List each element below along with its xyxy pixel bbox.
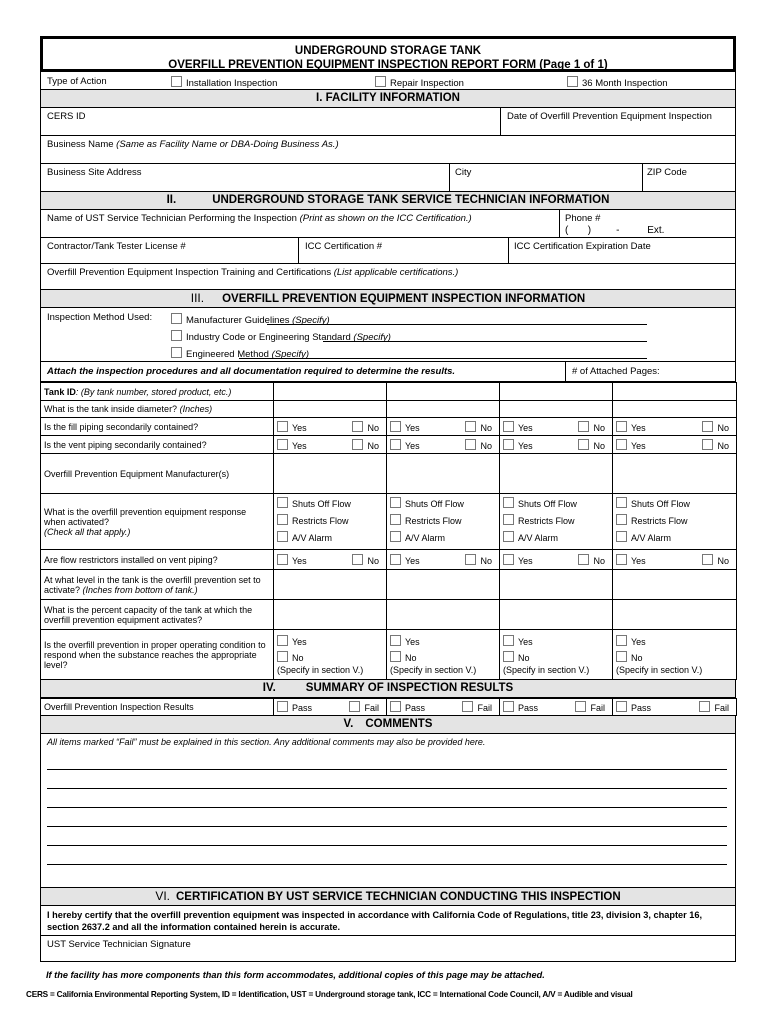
no-option[interactable]: No: [390, 651, 496, 664]
checkbox-icon[interactable]: [390, 514, 401, 525]
business-address-field[interactable]: Business Site Address: [47, 167, 142, 178]
activation-level-row: At what level in the tank is the overfill prevention set to activate? (Inches from bottom of tank.): [41, 570, 737, 600]
no-option[interactable]: No: [616, 651, 733, 664]
attached-pages-field[interactable]: # of Attached Pages:: [572, 366, 660, 377]
license-field[interactable]: Contractor/Tank Tester License #: [47, 241, 186, 252]
checkbox-icon[interactable]: [390, 531, 401, 542]
alarm-option[interactable]: A/V Alarm: [616, 530, 733, 547]
comment-line[interactable]: [47, 789, 727, 808]
tank-4-manufacturer-cell[interactable]: [613, 454, 737, 494]
diameter-row: What is the tank inside diameter? (Inches): [41, 401, 737, 418]
training-label: Overfill Prevention Equipment Inspection Training and Certifications: [47, 267, 332, 278]
type-of-action-row: [40, 72, 736, 90]
pass-option[interactable]: Pass: [616, 701, 651, 713]
tank-4-level-cell[interactable]: [613, 570, 737, 600]
no-option[interactable]: No: [503, 651, 609, 664]
manufacturer-row: Overfill Prevention Equipment Manufacturer(s): [41, 454, 737, 494]
inspection-method-row: [40, 308, 736, 362]
checkbox-icon[interactable]: [277, 497, 288, 508]
checkbox-icon[interactable]: [616, 497, 627, 508]
checkbox-icon[interactable]: [462, 701, 473, 712]
checkbox-icon[interactable]: [465, 439, 476, 450]
phone-label: Phone #: [565, 213, 601, 224]
checkbox-icon[interactable]: [277, 439, 288, 450]
checkbox-icon[interactable]: [616, 531, 627, 542]
tank-3-manufacturer-cell[interactable]: [500, 454, 613, 494]
icc-certification-field[interactable]: ICC Certification #: [305, 241, 383, 252]
method-engineered-option[interactable]: Engineered Method (Specify): [171, 347, 309, 360]
no-option[interactable]: No: [352, 421, 379, 433]
yes-option[interactable]: Yes: [390, 634, 496, 651]
attach-row: [40, 362, 736, 382]
alarm-option[interactable]: A/V Alarm: [503, 530, 609, 547]
proper-operation-row: Is the overfill prevention in proper operating condition to respond when the substance reaches the appropriate level? Yes No (Specify in section V.) Yes No (Specify in section V.) Yes No (Specify in section V.) Yes No (Specify in section V.): [41, 630, 737, 680]
no-option[interactable]: No: [578, 554, 605, 566]
zip-code-field[interactable]: ZIP Code: [647, 167, 687, 178]
checkbox-icon[interactable]: [616, 514, 627, 525]
yes-option[interactable]: Yes: [390, 554, 420, 566]
tank-3-diameter-cell[interactable]: [500, 401, 613, 418]
abbreviation-legend: CERS = California Environmental Reporting System, ID = Identification, UST = Underground storage tank, ICC = International Code Council, A/V = Audible and visual: [26, 990, 633, 999]
yes-option[interactable]: Yes: [503, 554, 533, 566]
checkbox-icon[interactable]: [702, 439, 713, 450]
checkbox-icon[interactable]: [578, 554, 589, 565]
tank-id-row: Tank ID: (By tank number, stored product, etc.): [41, 383, 737, 401]
tank-2-id-cell[interactable]: [387, 383, 500, 401]
city-field[interactable]: City: [455, 167, 472, 178]
comment-line[interactable]: [47, 827, 727, 846]
checkbox-icon[interactable]: [277, 554, 288, 565]
certification-statement: I hereby certify that the overfill prevention equipment was inspected in accordance with California Code of Regulations, title 23, division 3, chapter 16, section 2637.2 and all the information contained herein is accurate.: [40, 906, 736, 936]
pass-option[interactable]: Pass: [390, 701, 425, 713]
signature-label: UST Service Technician Signature: [47, 939, 191, 950]
no-option[interactable]: No: [277, 651, 383, 664]
checkbox-icon[interactable]: [578, 439, 589, 450]
yes-option[interactable]: Yes: [277, 554, 307, 566]
section-4-header: IV. SUMMARY OF INSPECTION RESULTS: [40, 680, 736, 698]
checkbox-icon[interactable]: [503, 497, 514, 508]
shuts-off-option[interactable]: Shuts Off Flow: [503, 496, 609, 513]
method-2-line[interactable]: [323, 341, 647, 342]
yes-option[interactable]: Yes: [503, 421, 533, 433]
business-name-label: Business Name: [47, 139, 114, 150]
tank-1-level-cell[interactable]: [274, 570, 387, 600]
checkbox-icon[interactable]: [503, 635, 514, 646]
fail-option[interactable]: Fail: [349, 701, 379, 713]
section-5-header: V. COMMENTS: [40, 716, 736, 734]
section-2-header: II. UNDERGROUND STORAGE TANK SERVICE TECHNICIAN INFORMATION: [40, 192, 736, 210]
checkbox-icon[interactable]: [171, 313, 182, 324]
checkbox-icon[interactable]: [171, 76, 182, 87]
tank-1-manufacturer-cell[interactable]: [274, 454, 387, 494]
checkbox-icon[interactable]: [390, 421, 401, 432]
fail-option[interactable]: Fail: [575, 701, 605, 713]
checkbox-icon[interactable]: [616, 554, 627, 565]
method-3-line[interactable]: [239, 358, 647, 359]
checkbox-icon[interactable]: [503, 651, 514, 662]
comment-line[interactable]: [47, 751, 727, 770]
checkbox-icon[interactable]: [503, 421, 514, 432]
checkbox-icon[interactable]: [390, 554, 401, 565]
checkbox-icon[interactable]: [390, 635, 401, 646]
restricts-option[interactable]: Restricts Flow: [616, 513, 733, 530]
checkbox-icon[interactable]: [575, 701, 586, 712]
checkbox-icon[interactable]: [503, 531, 514, 542]
checkbox-icon[interactable]: [277, 514, 288, 525]
section-3-header: III. OVERFILL PREVENTION EQUIPMENT INSPECTION INFORMATION: [40, 290, 736, 308]
checkbox-icon[interactable]: [352, 421, 363, 432]
checkbox-icon[interactable]: [567, 76, 578, 87]
license-row: [40, 238, 736, 264]
checkbox-icon[interactable]: [277, 635, 288, 646]
method-1-line[interactable]: [267, 324, 647, 325]
no-option[interactable]: No: [465, 421, 492, 433]
tank-2-diameter-cell[interactable]: [387, 401, 500, 418]
checkbox-icon[interactable]: [578, 421, 589, 432]
phone-field[interactable]: ( ) - Ext.: [565, 225, 665, 236]
technician-name-field[interactable]: Name of UST Service Technician Performing the Inspection (Print as shown on the ICC Certification.): [47, 213, 472, 224]
alarm-option[interactable]: A/V Alarm: [390, 530, 496, 547]
repair-option[interactable]: Repair Inspection: [375, 76, 464, 89]
tank-3-id-cell[interactable]: [500, 383, 613, 401]
restricts-option[interactable]: Restricts Flow: [390, 513, 496, 530]
yes-option[interactable]: Yes: [503, 634, 609, 651]
shuts-off-option[interactable]: Shuts Off Flow: [277, 496, 383, 513]
checkbox-icon[interactable]: [503, 701, 514, 712]
yes-option[interactable]: Yes: [277, 421, 307, 433]
comment-line[interactable]: [47, 808, 727, 827]
method-standard-option[interactable]: Industry Code or Engineering Standard (Specify): [171, 330, 391, 343]
tank-4-diameter-cell[interactable]: [613, 401, 737, 418]
business-name-row[interactable]: [40, 136, 736, 164]
pass-option[interactable]: Pass: [503, 701, 538, 713]
yes-option[interactable]: Yes: [503, 439, 533, 451]
tank-1-capacity-cell[interactable]: [274, 600, 387, 630]
no-option[interactable]: No: [578, 421, 605, 433]
business-name-note: (Same as Facility Name or DBA-Doing Business As.): [116, 139, 339, 150]
capacity-row: What is the percent capacity of the tank at which the overfill prevention equipment activates?: [41, 600, 737, 630]
results-table: [40, 698, 737, 716]
alarm-option[interactable]: A/V Alarm: [277, 530, 383, 547]
yes-option[interactable]: Yes: [616, 554, 646, 566]
technician-row: [40, 210, 736, 238]
tank-3-capacity-cell[interactable]: [500, 600, 613, 630]
comments-area[interactable]: [40, 734, 736, 888]
checkbox-icon[interactable]: [277, 531, 288, 542]
checkbox-icon[interactable]: [390, 701, 401, 712]
yes-option[interactable]: Yes: [616, 634, 733, 651]
tank-4-id-cell[interactable]: [613, 383, 737, 401]
checkbox-icon[interactable]: [171, 347, 182, 358]
shuts-off-option[interactable]: Shuts Off Flow: [390, 496, 496, 513]
footer-note: If the facility has more components than this form accommodates, additional copies of this page may be attached.: [46, 970, 545, 980]
form-title: [40, 36, 736, 72]
comment-line[interactable]: [47, 770, 727, 789]
pass-option[interactable]: Pass: [277, 701, 312, 713]
checkbox-icon[interactable]: [349, 701, 360, 712]
shuts-off-option[interactable]: Shuts Off Flow: [616, 496, 733, 513]
tank-2-level-cell[interactable]: [387, 570, 500, 600]
checkbox-icon[interactable]: [616, 635, 627, 646]
section-6-header: VI. CERTIFICATION BY UST SERVICE TECHNICIAN CONDUCTING THIS INSPECTION: [40, 888, 736, 906]
checkbox-icon[interactable]: [277, 701, 288, 712]
no-option[interactable]: No: [702, 439, 729, 451]
attach-instruction: Attach the inspection procedures and all documentation required to determine the results.: [47, 366, 456, 377]
yes-option[interactable]: Yes: [616, 439, 646, 451]
inspection-form: [26, 36, 736, 999]
checkbox-icon[interactable]: [616, 701, 627, 712]
checkbox-icon[interactable]: [390, 651, 401, 662]
checkbox-icon[interactable]: [699, 701, 710, 712]
tank-3-level-cell[interactable]: [500, 570, 613, 600]
comment-line[interactable]: [47, 846, 727, 865]
no-option[interactable]: No: [702, 421, 729, 433]
checkbox-icon[interactable]: [352, 439, 363, 450]
no-option[interactable]: No: [702, 554, 729, 566]
icc-expiration-field[interactable]: ICC Certification Expiration Date: [514, 241, 651, 252]
tank-4-capacity-cell[interactable]: [613, 600, 737, 630]
36-month-option[interactable]: 36 Month Inspection: [567, 76, 668, 89]
title-line-1: UNDERGROUND STORAGE TANK: [294, 45, 482, 57]
checkbox-icon[interactable]: [390, 497, 401, 508]
signature-row[interactable]: [40, 936, 736, 962]
section-1-header: I. FACILITY INFORMATION: [40, 90, 736, 108]
cers-row: [40, 108, 736, 136]
yes-option[interactable]: Yes: [616, 421, 646, 433]
checkbox-icon[interactable]: [277, 421, 288, 432]
vent-piping-row: Is the vent piping secondarily contained? Yes No Yes No Yes No Yes No: [41, 436, 737, 454]
results-row: Overfill Prevention Inspection Results Pass Fail Pass Fail Pass Fail Pass Fail: [41, 699, 737, 716]
yes-option[interactable]: Yes: [277, 634, 383, 651]
checkbox-icon[interactable]: [465, 421, 476, 432]
checkbox-icon[interactable]: [503, 514, 514, 525]
yes-option[interactable]: Yes: [390, 421, 420, 433]
response-row: What is the overfill prevention equipment response when activated? (Check all that apply.) Shuts Off Flow Restricts Flow A/V Alarm Shuts Off Flow Restricts Flow A/V Alarm Shuts Off Flow Restricts Flow A/V Alarm Shuts Off Flow Restricts Flow A/V Alarm: [41, 494, 737, 550]
inspection-date-field[interactable]: Date of Overfill Prevention Equipment Inspection: [507, 111, 712, 122]
tank-1-diameter-cell[interactable]: [274, 401, 387, 418]
tank-2-manufacturer-cell[interactable]: [387, 454, 500, 494]
flow-restrictors-row: Are flow restrictors installed on vent piping? Yes No Yes No Yes No Yes No: [41, 550, 737, 570]
installation-option[interactable]: Installation Inspection: [171, 76, 277, 89]
no-option[interactable]: No: [465, 554, 492, 566]
checkbox-icon[interactable]: [616, 421, 627, 432]
no-option[interactable]: No: [465, 439, 492, 451]
yes-option[interactable]: Yes: [390, 439, 420, 451]
fail-option[interactable]: Fail: [699, 701, 729, 713]
title-line-2: OVERFILL PREVENTION EQUIPMENT INSPECTION REPORT FORM (Page 1 of 1): [168, 59, 608, 71]
checkbox-icon[interactable]: [616, 439, 627, 450]
no-option[interactable]: No: [352, 554, 379, 566]
restricts-option[interactable]: Restricts Flow: [503, 513, 609, 530]
fail-option[interactable]: Fail: [462, 701, 492, 713]
no-option[interactable]: No: [352, 439, 379, 451]
method-manufacturer-option[interactable]: Manufacturer Guidelines (Specify): [171, 313, 330, 326]
checkbox-icon[interactable]: [503, 439, 514, 450]
checkbox-icon[interactable]: [702, 554, 713, 565]
fill-piping-row: Is the fill piping secondarily contained? Yes No Yes No Yes No Yes No: [41, 418, 737, 436]
checkbox-icon[interactable]: [616, 651, 627, 662]
comments-note: All items marked “Fail” must be explained in this section. Any additional comments may also be provided here.: [47, 737, 486, 747]
checkbox-icon[interactable]: [503, 554, 514, 565]
method-label: Inspection Method Used:: [47, 312, 153, 323]
type-of-action-label: Type of Action: [47, 76, 107, 87]
yes-option[interactable]: Yes: [277, 439, 307, 451]
checkbox-icon[interactable]: [352, 554, 363, 565]
tank-1-id-cell[interactable]: [274, 383, 387, 401]
checkbox-icon[interactable]: [171, 330, 182, 341]
checkbox-icon[interactable]: [277, 651, 288, 662]
checkbox-icon[interactable]: [465, 554, 476, 565]
no-option[interactable]: No: [578, 439, 605, 451]
checkbox-icon[interactable]: [390, 439, 401, 450]
training-note: (List applicable certifications.): [333, 267, 459, 278]
tank-inspection-table: [40, 382, 737, 680]
restricts-option[interactable]: Restricts Flow: [277, 513, 383, 530]
cers-id-field[interactable]: CERS ID: [47, 111, 86, 122]
checkbox-icon[interactable]: [702, 421, 713, 432]
checkbox-icon[interactable]: [375, 76, 386, 87]
training-row[interactable]: [40, 264, 736, 290]
tank-2-capacity-cell[interactable]: [387, 600, 500, 630]
address-row: [40, 164, 736, 192]
